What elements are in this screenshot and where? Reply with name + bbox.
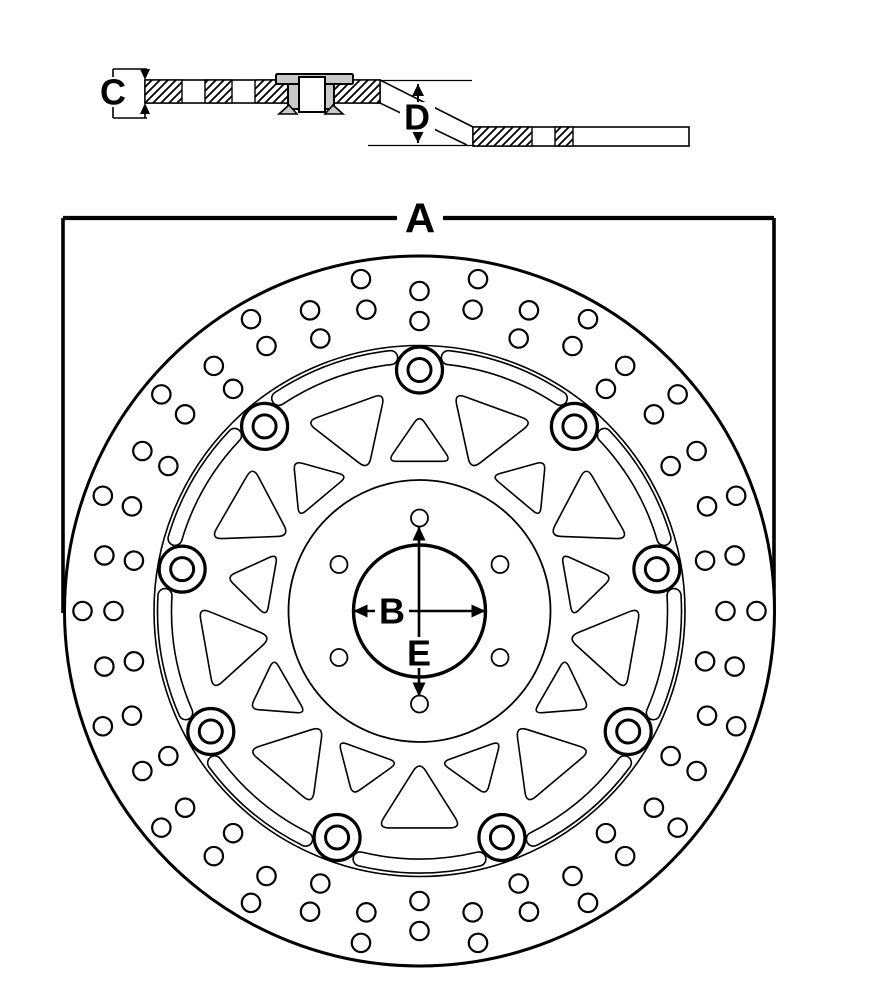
drill-hole [133, 762, 151, 780]
c-arrowhead [140, 103, 150, 114]
drill-hole [257, 867, 275, 885]
drill-hole [616, 847, 634, 865]
drill-hole [645, 405, 663, 423]
drill-hole [159, 747, 177, 765]
floating-button-center [253, 415, 276, 438]
drill-hole [152, 818, 170, 836]
dimension-label-e: E [406, 632, 432, 674]
drill-hole [668, 385, 686, 403]
hub-bolt-hole [492, 649, 509, 666]
dimension-label-d: D [404, 96, 430, 138]
drill-hole [725, 657, 743, 675]
hatched-segment [473, 127, 532, 146]
button-bore-section [299, 77, 325, 112]
drill-hole [563, 337, 581, 355]
drill-hole [509, 329, 527, 347]
drill-hole [94, 717, 112, 735]
drill-hole [597, 380, 615, 398]
drill-hole [242, 894, 260, 912]
drill-hole [727, 487, 745, 505]
hub-bolt-hole [330, 556, 347, 573]
drill-hole [469, 270, 487, 288]
drill-hole [205, 357, 223, 375]
drill-hole [563, 867, 581, 885]
drill-hole [301, 903, 319, 921]
drill-hole [205, 847, 223, 865]
drill-hole [301, 301, 319, 319]
dimension-label-b: B [379, 590, 405, 632]
drill-hole [357, 903, 375, 921]
floating-button-center [490, 826, 513, 849]
drill-hole [687, 762, 705, 780]
drill-hole [242, 310, 260, 328]
drill-hole [698, 706, 716, 724]
hatched-segment [145, 80, 182, 103]
drill-hole [410, 892, 428, 910]
drill-hole [727, 717, 745, 735]
drill-hole [159, 457, 177, 475]
drill-hole [224, 824, 242, 842]
drill-hole [509, 874, 527, 892]
floating-button-center [199, 720, 222, 743]
drill-hole [94, 487, 112, 505]
floating-button-center [645, 558, 668, 581]
drill-hole [357, 300, 375, 318]
drill-hole [698, 497, 716, 515]
drill-hole [661, 457, 679, 475]
dimension-label-a: A [404, 194, 436, 242]
drill-hole [95, 657, 113, 675]
c-arrowhead [140, 69, 150, 80]
drill-hole [463, 300, 481, 318]
drill-hole [352, 270, 370, 288]
hub-bolt-hole [411, 510, 428, 527]
dimension-label-c: C [100, 71, 126, 113]
floating-button-center [171, 558, 194, 581]
drill-hole [716, 602, 734, 620]
drill-hole [463, 903, 481, 921]
d-arrowhead [412, 84, 424, 96]
floating-button-center [617, 720, 640, 743]
drill-hole [696, 652, 714, 670]
drill-hole [104, 602, 122, 620]
floating-button-center [563, 415, 586, 438]
drill-hole [133, 442, 151, 460]
drill-hole [725, 546, 743, 564]
drill-hole [152, 385, 170, 403]
drill-hole [125, 652, 143, 670]
hatched-segment [205, 80, 232, 103]
drill-hole [687, 442, 705, 460]
drill-hole [352, 934, 370, 952]
drill-hole [661, 747, 679, 765]
drill-hole [73, 602, 91, 620]
hub-bolt-hole [492, 556, 509, 573]
drill-hole [410, 922, 428, 940]
drill-hole [176, 405, 194, 423]
drill-hole [579, 894, 597, 912]
drill-hole [616, 357, 634, 375]
hub-bolt-hole [330, 649, 347, 666]
drill-hole [95, 546, 113, 564]
drill-hole [579, 310, 597, 328]
drill-hole [311, 329, 329, 347]
drill-hole [696, 551, 714, 569]
drill-hole [520, 903, 538, 921]
floating-button-center [326, 826, 349, 849]
drill-hole [747, 602, 765, 620]
drill-hole [123, 706, 141, 724]
drill-hole [224, 380, 242, 398]
drill-hole [520, 301, 538, 319]
floating-button-center [408, 359, 431, 382]
drill-hole [125, 551, 143, 569]
drill-hole [410, 312, 428, 330]
drill-hole [257, 337, 275, 355]
drill-hole [176, 798, 194, 816]
drill-hole [668, 818, 686, 836]
drill-hole [645, 798, 663, 816]
hub-bolt-hole [411, 696, 428, 713]
front-view [63, 218, 775, 966]
drill-hole [410, 282, 428, 300]
drill-hole [311, 874, 329, 892]
drill-hole [597, 824, 615, 842]
drill-hole [469, 934, 487, 952]
hatched-segment [555, 127, 573, 146]
drill-hole [123, 497, 141, 515]
